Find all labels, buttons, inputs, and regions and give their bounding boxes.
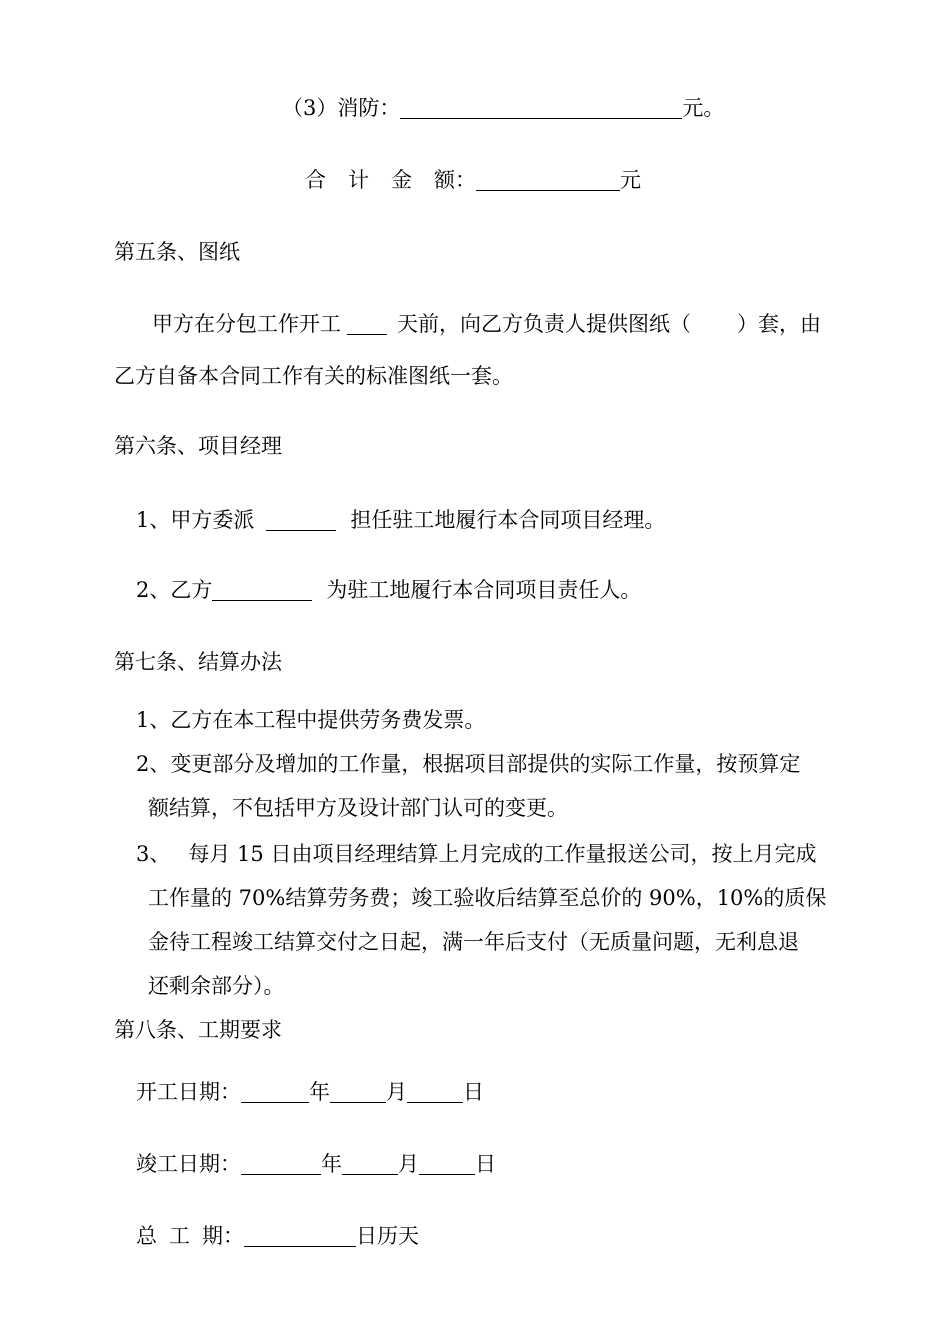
art6-item2-text-b: 为驻工地履行本合同项目责任人。 xyxy=(326,578,642,602)
article-7-item-1: 1、乙方在本工程中提供劳务费发票。 xyxy=(136,708,486,732)
total-char-3: 金 xyxy=(391,168,412,192)
article-5-heading: 第五条、图纸 xyxy=(114,240,240,264)
article-7-item-3-line-2: 工作量的 70%结算劳务费；竣工验收后结算至总价的 90%，10%的质保 xyxy=(148,886,827,910)
end-day-unit: 日 xyxy=(475,1152,496,1176)
article-7-item-3-line-1 xyxy=(136,840,816,868)
article-6-heading: 第六条、项目经理 xyxy=(114,434,282,458)
total-amount-unit: 元 xyxy=(620,168,641,192)
end-month-unit: 月 xyxy=(398,1152,419,1176)
total-char-1: 合 xyxy=(305,168,326,192)
responsible-person-blank[interactable] xyxy=(212,578,312,601)
total-char-4: 额： xyxy=(434,168,476,192)
art6-item2-text-a: 2、乙方 xyxy=(136,578,213,602)
start-date-line xyxy=(136,1078,484,1106)
total-amount-line xyxy=(305,166,641,194)
art5-text-a: 甲方在分包工作开工 xyxy=(152,312,341,336)
article-7-item-2-line-1: 2、变更部分及增加的工作量，根据项目部提供的实际工作量，按预算定 xyxy=(136,752,801,776)
start-day-blank[interactable] xyxy=(407,1080,463,1103)
art7-item3-text: 每月 15 日由项目经理结算上月完成的工作量报送公司，按上月完成 xyxy=(188,842,817,866)
article-8-heading: 第八条、工期要求 xyxy=(114,1018,282,1042)
start-day-unit: 日 xyxy=(463,1080,484,1104)
article-6-item-2 xyxy=(136,576,641,604)
fire-fee-blank[interactable] xyxy=(400,96,682,119)
total-amount-blank[interactable] xyxy=(476,168,620,191)
art6-item1-text-a: 1、甲方委派 xyxy=(136,508,255,532)
end-month-blank[interactable] xyxy=(342,1152,398,1175)
end-year-blank[interactable] xyxy=(241,1152,321,1175)
end-date-line xyxy=(136,1150,496,1178)
article-7-item-2-line-2: 额结算，不包括甲方及设计部门认可的变更。 xyxy=(148,796,568,820)
start-month-blank[interactable] xyxy=(330,1080,386,1103)
art5-text-c: ）套，由 xyxy=(737,312,821,336)
end-date-label: 竣工日期： xyxy=(136,1152,241,1176)
article-7-heading: 第七条、结算办法 xyxy=(114,650,282,674)
total-char-2: 计 xyxy=(348,168,369,192)
start-year-unit: 年 xyxy=(309,1080,330,1104)
duration-char-2: 工 xyxy=(169,1224,190,1248)
duration-unit: 日历天 xyxy=(356,1224,419,1248)
article-7-item-3-line-4: 还剩余部分）。 xyxy=(148,974,285,998)
duration-char-1: 总 xyxy=(136,1224,157,1248)
start-date-label: 开工日期： xyxy=(136,1080,241,1104)
start-month-unit: 月 xyxy=(386,1080,407,1104)
end-day-blank[interactable] xyxy=(419,1152,475,1175)
article-7-item-3-line-3: 金待工程竣工结算交付之日起，满一年后支付（无质量问题，无利息退 xyxy=(148,930,799,954)
art6-item1-text-b: 担任驻工地履行本合同项目经理。 xyxy=(350,508,666,532)
art7-item3-number: 3、 xyxy=(136,842,171,866)
total-duration-line xyxy=(136,1222,419,1250)
start-year-blank[interactable] xyxy=(241,1080,309,1103)
art5-text-b: 天前，向乙方负责人提供图纸（ xyxy=(397,312,691,336)
fire-fee-label: （3）消防： xyxy=(282,96,401,120)
article-5-paragraph-line-2: 乙方自备本合同工作有关的标准图纸一套。 xyxy=(114,364,513,388)
manager-name-blank[interactable] xyxy=(266,508,336,531)
days-before-blank[interactable] xyxy=(347,312,387,335)
article-6-item-1 xyxy=(136,506,665,534)
duration-blank[interactable] xyxy=(244,1224,356,1247)
end-year-unit: 年 xyxy=(321,1152,342,1176)
duration-char-3: 期： xyxy=(202,1224,244,1248)
article-5-paragraph-line-1 xyxy=(152,310,821,338)
fire-fee-line xyxy=(282,94,724,122)
fire-fee-unit: 元。 xyxy=(682,96,725,120)
